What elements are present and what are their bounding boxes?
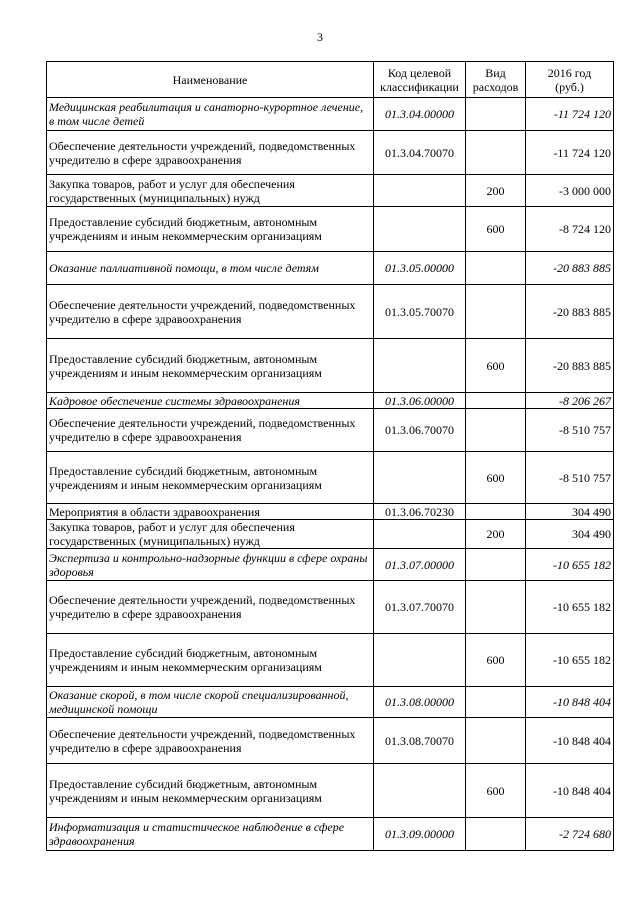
row-code	[374, 175, 466, 207]
budget-table	[46, 61, 614, 851]
row-amount: -20 883 885	[526, 252, 614, 285]
row-name: Предоставление субсидий бюджетным, автономным учреждениям и иным некоммерческим организациям	[47, 452, 374, 504]
table-row	[47, 393, 614, 409]
row-expense-type	[466, 504, 526, 520]
row-code	[374, 634, 466, 687]
row-expense-type	[466, 818, 526, 851]
row-expense-type	[466, 581, 526, 634]
row-code: 01.3.05.70070	[374, 285, 466, 339]
row-amount: 304 490	[526, 520, 614, 549]
row-code: 01.3.04.00000	[374, 98, 466, 131]
row-name: Обеспечение деятельности учреждений, подведомственных учредителю в сфере здравоохранения	[47, 581, 374, 634]
row-expense-type: 600	[466, 452, 526, 504]
row-amount: -3 000 000	[526, 175, 614, 207]
row-code	[374, 207, 466, 252]
row-amount: -10 655 182	[526, 549, 614, 581]
row-expense-type	[466, 98, 526, 131]
row-expense-type	[466, 409, 526, 452]
row-code: 01.3.07.70070	[374, 581, 466, 634]
row-name: Обеспечение деятельности учреждений, подведомственных учредителю в сфере здравоохранения	[47, 131, 374, 175]
row-amount: -8 510 757	[526, 452, 614, 504]
table-row	[47, 718, 614, 764]
row-name: Оказание паллиативной помощи, в том числе детям	[47, 252, 374, 285]
table-row	[47, 764, 614, 818]
row-code: 01.3.05.00000	[374, 252, 466, 285]
row-name: Мероприятия в области здравоохранения	[47, 504, 374, 520]
row-code	[374, 452, 466, 504]
row-expense-type: 600	[466, 207, 526, 252]
row-code: 01.3.08.00000	[374, 687, 466, 718]
row-name: Обеспечение деятельности учреждений, подведомственных учредителю в сфере здравоохранения	[47, 409, 374, 452]
table-row	[47, 549, 614, 581]
header-type	[466, 62, 526, 98]
header-amount	[526, 62, 614, 98]
row-name: Предоставление субсидий бюджетным, автономным учреждениям и иным некоммерческим организациям	[47, 207, 374, 252]
row-code	[374, 764, 466, 818]
table-row	[47, 131, 614, 175]
table-row	[47, 818, 614, 851]
row-code: 01.3.07.00000	[374, 549, 466, 581]
header-amount-line2: (руб.)	[555, 79, 584, 94]
row-amount: -8 510 757	[526, 409, 614, 452]
table-row	[47, 339, 614, 393]
table-row	[47, 452, 614, 504]
row-expense-type	[466, 393, 526, 409]
row-amount: -11 724 120	[526, 131, 614, 175]
row-code	[374, 339, 466, 393]
row-name: Экспертиза и контрольно-надзорные функции в сфере охраны здоровья	[47, 549, 374, 581]
header-code-line2: классификации	[380, 79, 459, 94]
row-expense-type	[466, 549, 526, 581]
row-amount: -10 655 182	[526, 581, 614, 634]
table-row	[47, 687, 614, 718]
header-type-line1: Вид	[485, 65, 506, 80]
row-expense-type	[466, 718, 526, 764]
page-number: 3	[317, 30, 323, 44]
table-row	[47, 175, 614, 207]
row-name: Предоставление субсидий бюджетным, автономным учреждениям и иным некоммерческим организациям	[47, 764, 374, 818]
row-expense-type: 200	[466, 175, 526, 207]
header-code	[374, 62, 466, 98]
table-row	[47, 581, 614, 634]
header-type-line2: расходов	[472, 79, 519, 94]
row-expense-type	[466, 285, 526, 339]
row-expense-type	[466, 687, 526, 718]
row-expense-type	[466, 131, 526, 175]
table-row	[47, 634, 614, 687]
row-expense-type	[466, 252, 526, 285]
row-name: Предоставление субсидий бюджетным, автономным учреждениям и иным некоммерческим организациям	[47, 339, 374, 393]
row-expense-type: 600	[466, 339, 526, 393]
row-amount: -10 655 182	[526, 634, 614, 687]
table-row	[47, 285, 614, 339]
header-name: Наименование	[47, 62, 374, 98]
row-name: Оказание скорой, в том числе скорой специализированной, медицинской помощи	[47, 687, 374, 718]
row-name: Закупка товаров, работ и услуг для обеспечения государственных (муниципальных) нужд	[47, 520, 374, 549]
table-row	[47, 207, 614, 252]
row-expense-type: 600	[466, 634, 526, 687]
table-row	[47, 504, 614, 520]
row-code	[374, 520, 466, 549]
row-expense-type: 200	[466, 520, 526, 549]
row-amount: -10 848 404	[526, 687, 614, 718]
header-amount-line1: 2016 год	[547, 65, 592, 80]
table-body	[47, 98, 614, 851]
row-name: Информатизация и статистическое наблюдение в сфере здравоохранения	[47, 818, 374, 851]
row-code: 01.3.09.00000	[374, 818, 466, 851]
row-amount: 304 490	[526, 504, 614, 520]
row-amount: -8 724 120	[526, 207, 614, 252]
row-code: 01.3.06.70230	[374, 504, 466, 520]
row-name: Медицинская реабилитация и санаторно-курортное лечение, в том числе детей	[47, 98, 374, 131]
row-amount: -10 848 404	[526, 718, 614, 764]
table-row	[47, 98, 614, 131]
row-expense-type: 600	[466, 764, 526, 818]
header-code-line1: Код целевой	[387, 65, 452, 80]
row-name: Предоставление субсидий бюджетным, автономным учреждениям и иным некоммерческим организациям	[47, 634, 374, 687]
row-name: Обеспечение деятельности учреждений, подведомственных учредителю в сфере здравоохранения	[47, 285, 374, 339]
row-code: 01.3.04.70070	[374, 131, 466, 175]
row-code: 01.3.06.00000	[374, 393, 466, 409]
row-amount: -20 883 885	[526, 339, 614, 393]
row-amount: -2 724 680	[526, 818, 614, 851]
row-amount: -8 206 267	[526, 393, 614, 409]
row-amount: -20 883 885	[526, 285, 614, 339]
table-row	[47, 252, 614, 285]
row-amount: -11 724 120	[526, 98, 614, 131]
row-code: 01.3.08.70070	[374, 718, 466, 764]
table-header-row	[47, 62, 614, 98]
table-row	[47, 409, 614, 452]
row-name: Обеспечение деятельности учреждений, подведомственных учредителю в сфере здравоохранения	[47, 718, 374, 764]
row-name: Закупка товаров, работ и услуг для обеспечения государственных (муниципальных) нужд	[47, 175, 374, 207]
row-name: Кадровое обеспечение системы здравоохранения	[47, 393, 374, 409]
table-row	[47, 520, 614, 549]
row-amount: -10 848 404	[526, 764, 614, 818]
row-code: 01.3.06.70070	[374, 409, 466, 452]
